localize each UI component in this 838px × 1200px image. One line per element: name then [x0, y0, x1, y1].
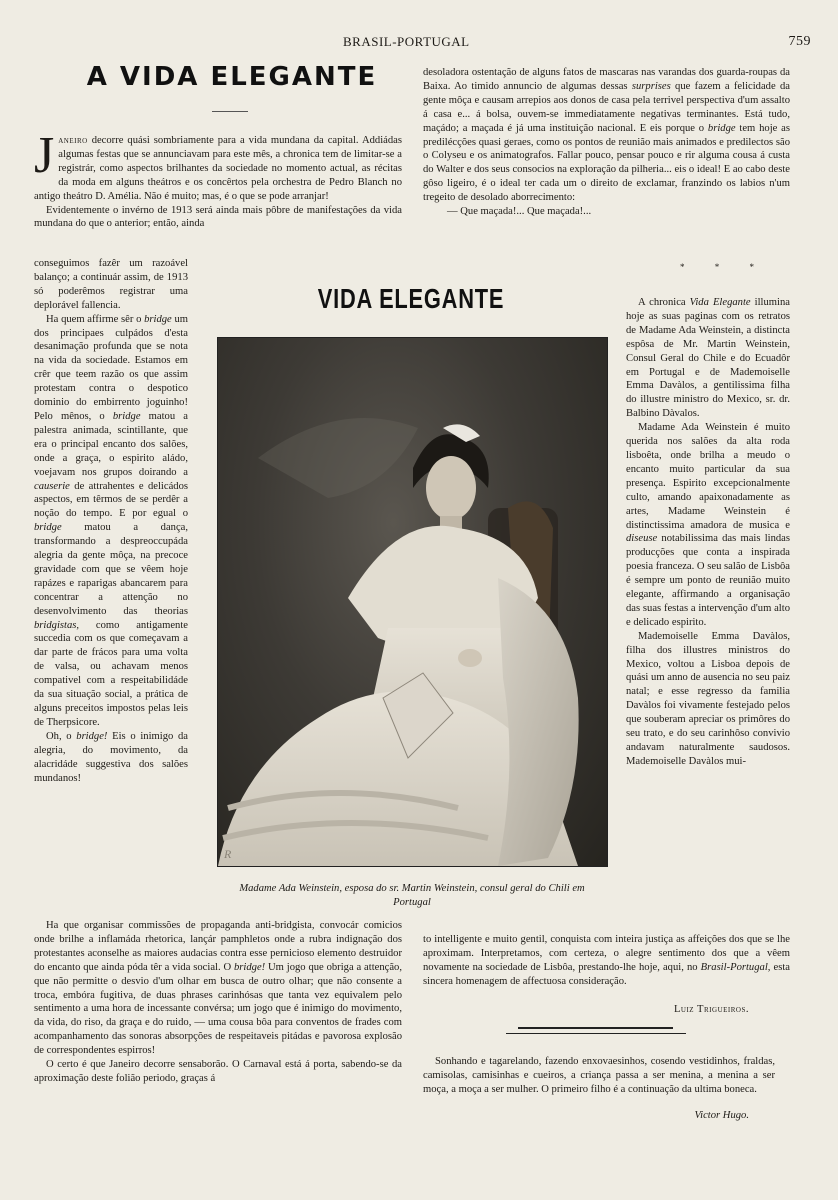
- paragraph: desoladora ostentação de alguns fatos de mascaras nas varandas dos guarda-roupas da Baixa. Ao timido annuncio de algumas dessas surprises que fazem a felicidade da gente môça e causam arrepios aos donos de casa pela terrivel perspectiva d'um assalto á casa e... á bolsa, ouvem-se immediatamente negativas terminantes. Está tudo, maçádo; a maçada é já uma instituição nacional. E eis porque o bridge tem hoje as predilécções quasi geraes, como os pontos de reunião mais animados e predilectos são o Colyseu e os animatografos. Fallar pouco, pensar pouco e rir alguma cousa á custa do Walter e dos seus consocios na exploração da pilheria... eis o ideal! E ao cabo deste gôso ligeiro, é o ideal ter cada um o direito de exclamar, franzindo os labios n'um tregeito de desolado aborrecimento:: [423, 67, 790, 204]
- left-column-narrow-text: [34, 257, 188, 785]
- drop-cap: J: [34, 127, 55, 184]
- section-stars: * * *: [680, 262, 768, 272]
- page-number: 759: [788, 34, 811, 49]
- paragraph: A chronica Vida Elegante illumina hoje as suas paginas com os retratos de Madame Ada Weinstein, a distincta espôsa de Mr. Martin Weinstein, Consul Geral do Chile e do Ecuadôr em Portugal e de Mademoiselle Emma Davàlos, a gentilissima filha do illustre ministro do Mexico, sr. dr. Balbino Dàvalos.: [626, 297, 790, 420]
- article-title: A VIDA ELEGANTE: [86, 62, 378, 92]
- left-column-top-text: [34, 127, 402, 231]
- title-divider: [212, 111, 248, 112]
- paragraph: decorre quási sombriamente para a vida mundana da capital. Addiádas algumas festas que se annunciavam para este mês, a chronica tem de limitar-se a registrár, como aspectos brilhantes da sociedade no momento actual, as récitas da moda em alguns theátros e os concêrtos pela orchestra de Pedro Blanch no antigo theátro D. Amélia. Não é muito; mas, é o que se pode arranjar!: [34, 135, 402, 202]
- paragraph: Evidentemente o invérno de 1913 será ainda mais pôbre de manifestações da vida mundana do que o anterior; então, ainda: [34, 204, 402, 230]
- paragraph: Ha que organisar commissões de propaganda anti-bridgista, convocár comicios onde brilhe a inflamáda rhetorica, lançár pamphletos onde a rubra indignação dos protestantes aconselhe as maiores audacias contra esse pernicioso elemento destruidor do encanto que ainda póda têr a vida social. O bridge! Um jogo que obriga a attenção, que não permitte o desvio d'um olhar em busca de outro olhar; que não consente a troca, embóra fugitiva, de duas phrases carinhósas que tanta vez equivalem pelo sentimento a uma hora de incessante convérsa; um jogo que é inimigo do movimento, da vida, do riso, da graça e do ruido, — uma cousa bôa para conventos de frades com acompanhamento das sonoras absorpções de respeitaveis pitádas e pavorosa explosão de correspondentes espirros!: [34, 920, 402, 1057]
- paragraph: Madame Ada Weinstein é muito querida nos salões da alta roda lisboêta, onde brilha a meudo o encanto muito particular da sua presença. Espirito excepcionalmente culto, amando apaixonadamente as artes, Madame Weinstein é distinctissima amadora de musica e diseuse notabilissima das mais lindas producções que conta a inspirada poesia franceza. O seu salão de Lisbôa é sempre um ponto de reunião muito elegante, affirmando a organisação das suas festas a intervenção d'um alto e delicado espirito.: [626, 422, 790, 628]
- section-divider-thick: [518, 1027, 673, 1029]
- paragraph: — Que maçada!... Que maçada!...: [447, 206, 592, 218]
- section-divider-thin: [506, 1033, 686, 1034]
- paragraph: Sonhando e tagarelando, fazendo enxovaesinhos, cosendo vestidinhos, fraldas, camisolas, camisinhas e cueiros, a criança passa a ser menina, a menina a ser moça, a moça a ser mulher. O primeiro filho é a continuação da ultima boneca.: [423, 1056, 775, 1095]
- right-column-narrow-text: [626, 296, 790, 769]
- author-signature: Luiz Trigueiros.: [673, 1004, 749, 1015]
- right-column-top-text: [423, 66, 790, 219]
- paragraph: O certo é que Janeiro decorre sensaborão. O Carnaval está á porta, sabendo-se da aproximação deste folião periodo, graças á: [34, 1059, 402, 1084]
- paragraph: Mademoiselle Emma Davàlos, filha dos illustres ministros do Mexico, voltou a Lisboa depois de quási um anno de ausencia no seu paiz natal; e esse regresso da familia Davàlos foi vivamente festejado pelos que souberam apreciar os primôres do seu trato, e do seu carinhôso convivio andavam naturalmente saudosos. Mademoiselle Davàlos mui-: [626, 630, 790, 767]
- quote-text: [423, 1055, 775, 1097]
- section-title: VIDA ELEGANTE: [317, 283, 505, 314]
- photo-caption: Madame Ada Weinstein, esposa do sr. Martin Weinstein, consul geral do Chili em Portugal: [239, 883, 585, 908]
- portrait-photo: [217, 337, 608, 867]
- running-header-title: BRASIL-PORTUGAL: [343, 34, 470, 49]
- quote-author: Victor Hugo.: [694, 1110, 749, 1121]
- paragraph: Oh, o bridge! Eis o inimigo da alegria, do movimento, da alacridáde suggestiva dos salões mundanos!: [34, 730, 188, 784]
- first-word: aneiro: [58, 135, 88, 146]
- paragraph: Ha quem affirme sêr o bridge um dos principaes culpádos d'esta desanimação profunda que se nota na vida da sociedade. Estamos em crêr que teem razão os que assim protestam contra o despotico dominio do embirrento joguinho! Pelo mênos, o bridge matou a palestra animada, scintillante, que era o principal encanto dos salões, onde a graça, o espirito aládo, voejavam nos grupos doirando a causerie de attrahentes e delicádos aspectos, em têrmos de se perdêr a noção do tempo. E por egual o bridge matou a dança, transformando a despreoccupáda alegria da gente môça, na precoce gravidade com que se vêem hoje rapázes e raparigas abancarem para concentrar a attenção no desenvolvimento das theorias bridgistas, como antigamente succedia com os que começavam a dar parte de frácos para uma volta de valsa, ou achavam menos compativel com a respeitabilidáde da sua situação social, a prática de alguns preceitos impostos pelas leis de Therpsicore.: [34, 313, 188, 728]
- left-column-bottom-text: [34, 919, 402, 1086]
- photographer-monogram: R: [224, 847, 232, 861]
- paragraph: to intelligente e muito gentil, conquista com inteira justiça as affeições dos que se lhe aproximam. Interpretamos, com certeza, o alegre sentimento dos que a vêem novamente na sociedade de Lisbôa, prestando-lhe hoje, aqui, no Brasil-Portugal, esta sincera homenagem de affectuosa consideração.: [423, 934, 790, 987]
- portrait-illustration: [218, 338, 607, 866]
- paragraph: conseguimos fazêr um razoável balanço; a continuár assim, de 1913 só poderêmos registrar uma deplorável fallencia.: [34, 258, 188, 311]
- right-column-bottom-text: [423, 933, 790, 989]
